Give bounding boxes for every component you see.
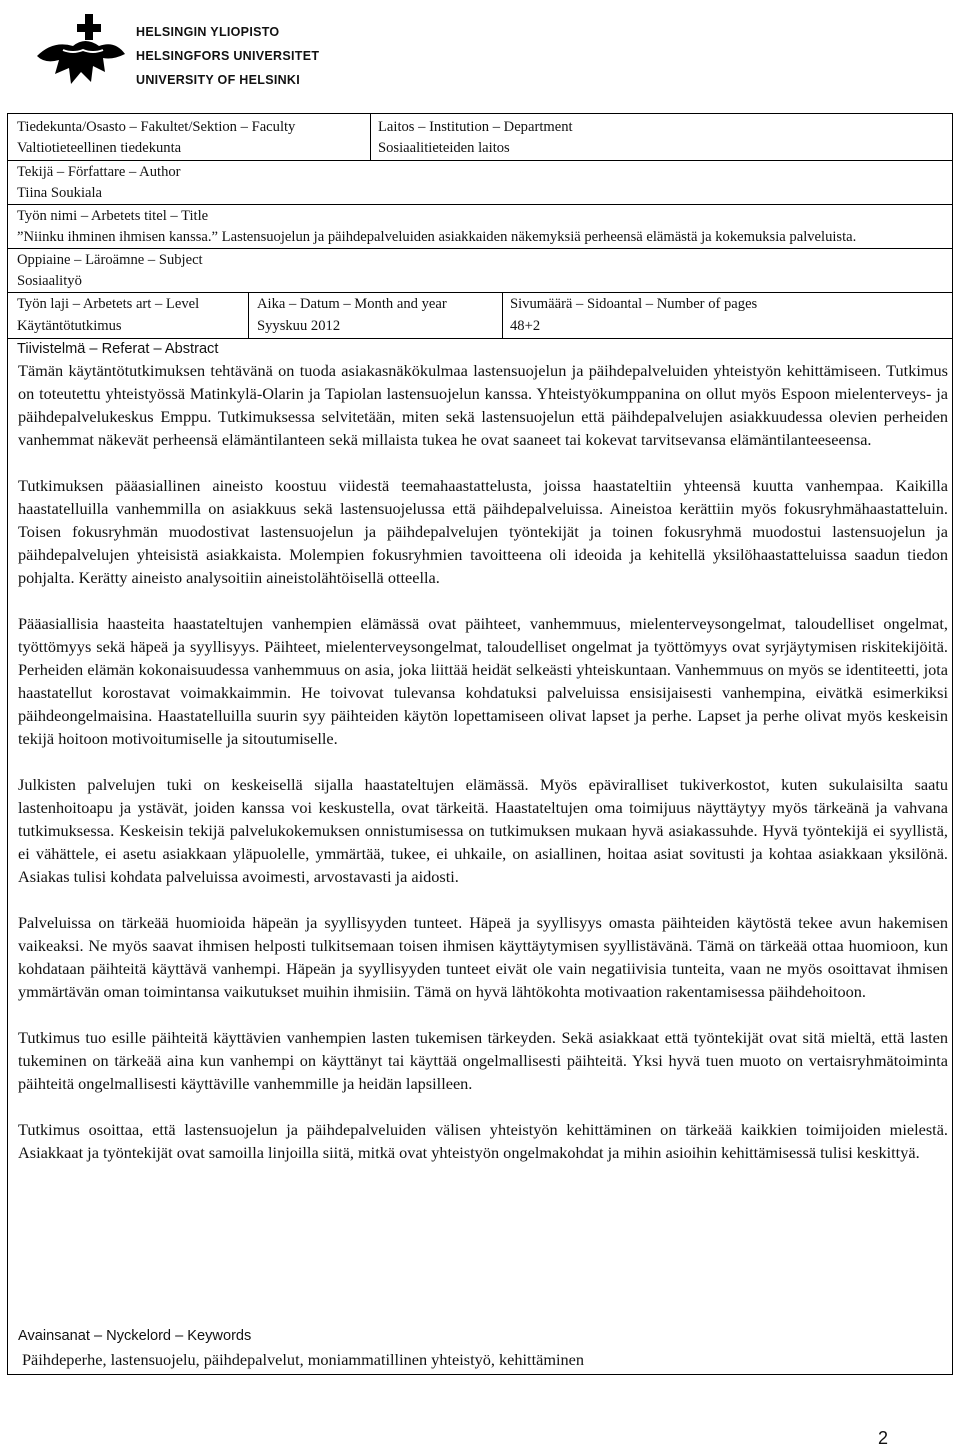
abstract-paragraph: Julkisten palvelujen tuki on keskeisellä sijalla haastateltujen elämässä. Myös epäviralliset tukiverkostot, kuten sukulaisilta saatu lastenhoitoapu ja ystävät, joiden kanssa voi keskustella, ovat tärkeitä. Haastateltujen oma toimijuus näyttäytyy myös tärkeänä ja vahvana tutkimuksessa. Keskeisin tekijä palvelukokemuksen onnistumisessa on tutkimuksen mukaan hyvä asiakassuhde. Hyvä työntekijä ei syyllistä, ei vähättele, ei asetu asiakkaan yläpuolelle, ymmärtää, tukee, ei uhkaile, on asiallinen, hoitaa asiat sovitusti ja kohtaa asiakkaan yksilönä. Asiakas tulisi kohdata palveluissa avoimesti, arvostavasti ja aidosti. <box>18 775 948 886</box>
university-name-fi: HELSINGIN YLIOPISTO <box>136 25 280 39</box>
department-label: Laitos – Institution – Department <box>378 119 573 135</box>
keywords-label: Avainsanat – Nyckelord – Keywords <box>18 1328 252 1344</box>
subject-value: Sosiaalityö <box>17 273 82 289</box>
title-row <box>8 204 952 249</box>
divider <box>248 293 249 339</box>
author-label: Tekijä – Författare – Author <box>17 164 181 180</box>
university-header <box>33 8 333 98</box>
faculty-value: Valtiotieteellinen tiedekunta <box>17 140 182 156</box>
abstract-row <box>8 338 952 1331</box>
title-value: ”Niinku ihminen ihmisen kanssa.” Lastensuojelun ja päihdepalveluiden asiakkaiden näkemyksiä perheensä elämästä ja kokemuksia palveluista. <box>17 229 857 245</box>
divider <box>502 293 503 339</box>
subject-label: Oppiaine – Läroämne – Subject <box>17 252 203 268</box>
faculty-label: Tiedekunta/Osasto – Fakultet/Sektion – Faculty <box>17 119 296 135</box>
date-label: Aika – Datum – Month and year <box>257 296 447 312</box>
pages-value: 48+2 <box>510 318 541 334</box>
abstract-label: Tiivistelmä – Referat – Abstract <box>17 341 219 357</box>
faculty-row <box>8 114 952 160</box>
title-label: Työn nimi – Arbetets titel – Title <box>17 208 209 224</box>
page-number: 2 <box>877 1428 888 1448</box>
abstract-paragraph: Tutkimus tuo esille päihteitä käyttävien vanhempien lasten tukemisen tärkeyden. Sekä asiakkaat että työntekijät ovat sitä mieltä, että lasten tukeminen on tärkeää aina kun vanhempi on käyttänyt tai käyttää ongelmallisesti päihteitä. Yksi hyvä tuen muoto on vertaisryhmätoiminta päihteitä ongelmallisesti käyttäville vanhemmille ja heidän lapsilleen. <box>18 1028 948 1093</box>
keywords-value: Päihdeperhe, lastensuojelu, päihdepalvelut, moniammatillinen yhteistyö, kehittäminen <box>22 1350 585 1369</box>
abstract-paragraph: Pääasiallisia haasteita haastateltujen vanhempien elämässä ovat päihteet, vanhemmuus, mielenterveysongelmat, taloudelliset ongelmat, työttömyys sekä häpeä ja syyllisyys. Päihteet, mielenterveysongelmat, taloudelliset ongelmat ja työttömyys ovat syrjäytymisen riskitekijöitä. Perheiden elämän kokonaisuudessa vanhemmuus on asia, joka liittää heidät selkeästi yhteiskuntaan. Vanhemmuus on myös se identiteetti, jota haastatellut korostavat voimakkaimmin. He toivovat tulevansa kohdatuksi palveluissa ensisijaisesti vanhempina, eivätkä esimerkiksi päihdeongelmaisina. Haastatelluilla suurin syy päihteiden käytön lopettamiseen olivat lapset ja perhe. Lapset ja perhe olivat myös keskeisin tekijä hoitoon motivoitumiselle ja sitoutumiselle. <box>18 614 948 748</box>
subject-row <box>8 248 952 293</box>
date-value: Syyskuu 2012 <box>257 318 341 334</box>
university-names <box>136 20 319 92</box>
abstract-paragraph: Tämän käytäntötutkimuksen tehtävänä on tuoda asiakasnäkökulmaa lastensuojelun ja päihdepalveluiden yhteistyön kehittämiseen. Tutkimus on toteutettu yhteistyössä Matinkylä-Olarin ja Tapiolan lastensuojelun kanssa. Yhteistyökumppanina on ollut myös Espoon mielenterveys- ja päihdepalvelukeskus Emppu. Tutkimuksessa selvitetään, miten sekä lastensuojelun että päihdepalvelujen asiakkuudessa olevien perheiden vanhemmat näkevät perheensä elämäntilanteen sekä millaista tukea he ovat saaneet tai kokevat tarvitsevansa elämäntilanteeseensa. <box>18 361 948 449</box>
university-logo-icon <box>33 10 128 90</box>
abstract-paragraph: Tutkimus osoittaa, että lastensuojelun ja päihdepalveluiden välisen yhteistyön kehittäminen on tärkeää kaikkien toimijoiden mielestä. Asiakkaat ja työntekijät ovat samoilla linjoilla siitä, mitkä ovat yhteistyön ongelmakohdat ja mihin asioihin kehittämisessä tulisi keskittyä. <box>18 1120 948 1162</box>
abstract-body <box>18 359 948 1164</box>
abstract-paragraph: Palveluissa on tärkeää huomioida häpeän ja syyllisyyden tunteet. Häpeä ja syyllisyys omasta päihteiden käytöstä tekee avun hakemisen vaikeaksi. Ne myös saavat ihmisen helposti tulkitsemaan toisen ihmisen käyttäytymisen syyllistävänä. Tämä on tärkeää ottaa huomioon, kun kohdataan päihteitä käyttävä vanhempi. Häpeän ja syyllisyyden tunteet eivät ole vain negatiivisia tunteita, vaan ne myös osoittavat ihmisen ymmärtävän oman toimintansa vaikutukset muihin ihmisiin. Tämä on hyvä lähtökohta motivaation rakentamisessa päihdehoitoon. <box>18 913 948 1001</box>
department-value: Sosiaalitieteiden laitos <box>378 140 510 156</box>
university-name-en: UNIVERSITY OF HELSINKI <box>136 73 301 87</box>
thesis-abstract-form <box>7 113 953 1375</box>
keywords-row <box>8 1328 952 1374</box>
author-row <box>8 160 952 205</box>
author-value: Tiina Soukiala <box>17 185 103 201</box>
level-label: Työn laji – Arbetets art – Level <box>17 296 200 312</box>
level-value: Käytäntötutkimus <box>17 318 122 334</box>
abstract-paragraph: Tutkimuksen pääasiallinen aineisto koostuu viidestä teemahaastattelusta, joissa haastateltiin yhteensä kuutta vanhempaa. Kaikilla haastatelluilla vanhemmilla on asiakkuus sekä lastensuojelussa että päihdepalveluissa. Aineistoa kerättiin myös fokusryhmähaastatteluin. Toisen fokusryhmän muodostivat lastensuojelun ja päihdepalvelujen työntekijät ja toinen fokusryhmä muodostui lastensuojelun ja päihdepalvelujen yhteisistä asiakkaista. Molempien fokusryhmien tavoitteena oli ideoida ja kehitellä yksilöhaastatteluissa saadun tiedon pohjalta. Kerätty aineisto analysoitiin aineistolähtöisellä otteella. <box>18 476 948 587</box>
pages-label: Sivumäärä – Sidoantal – Number of pages <box>510 296 758 312</box>
level-date-pages-row <box>8 292 952 339</box>
divider <box>370 114 371 160</box>
university-name-sv: HELSINGFORS UNIVERSITET <box>136 49 320 63</box>
